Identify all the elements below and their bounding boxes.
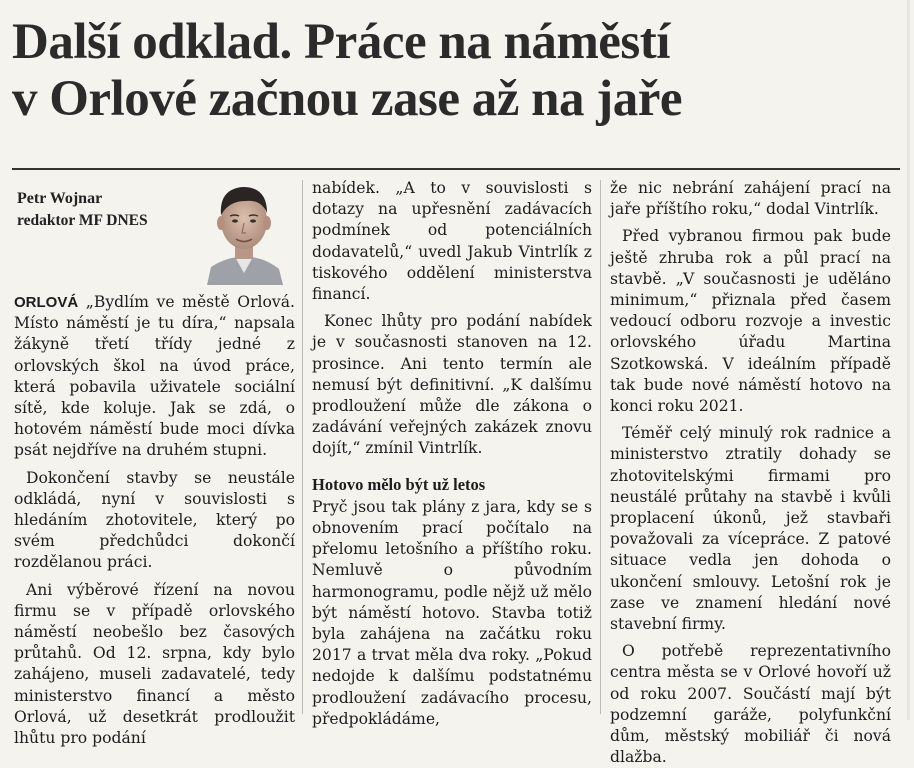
- headline-line-1: Další odklad. Práce na náměstí: [12, 14, 670, 70]
- top-rule: [12, 168, 900, 170]
- headline: [12, 14, 902, 128]
- article-column-2: [312, 178, 592, 730]
- paragraph: Pryč jsou tak plány z jara, kdy se s obnovením prací počítalo na přelomu letošního a příštího roku. Nemluvě o původním harmonogramu, podle nějž už mělo být náměstí hotovo. Stavba totiž byla zahájena na začátku roku 2017 a trvat měla dva roky. „Pokud nedojde k dalšímu podstatnému prodloužení zadávacího procesu, předpokládáme,: [312, 497, 592, 728]
- paragraph: že nic nebrání zahájení prací na jaře příštího roku,“ dodal Vintrlík.: [610, 179, 891, 219]
- paragraph: Téměř celý minulý rok radnice a ministerstvo ztratily dohady se zhotovitelskými firmami pro neustálé průtahy na stavbě i kvůli proplacení úkonů, jež stavbaři považovali za vícepráce. Z patové situace vedla jen dohoda o ukončení smlouvy. Letošní rok je zase ve znamení hledání nové stavební firmy.: [610, 424, 891, 634]
- author-photo: [201, 181, 287, 285]
- paragraph: nabídek. „A to v souvislosti s dotazy na upřesnění zadávacích podmínek od potenciálních dodavatelů,“ uvedl Jakub Vintrlík z tiskového oddělení ministerstva financí.: [312, 179, 592, 304]
- author-name: Petr Wojnar: [17, 190, 103, 207]
- paragraph: Ani výběrové řízení na novou firmu se v případě orlovského náměstí neobešlo bez časových průtahů. Od 12. srpna, kdy bylo zahájeno, museli zadavatelé, tedy ministerstvo financí a město Orlová, už desetkrát prodloužit lhůtu pro podání: [14, 580, 295, 748]
- paragraph: Před vybranou firmou pak bude ještě zhruba rok a půl prací na stavbě. „V současnosti je uděláno minimum,“ přiznala před časem vedoucí odboru rozvoje a investic orlovského úřadu Martina Szotkowská. V ideálním případě tak bude nové náměstí hotovo na konci roku 2021.: [610, 227, 891, 416]
- author-role: redaktor MF DNES: [17, 212, 148, 229]
- paragraph: O potřebě reprezentativního centra města se v Orlové hovoří už od roku 2007. Součástí mají být podzemní garáže, polyfunkční dům, městský mobiliář či nová dlažba.: [610, 642, 891, 767]
- paragraph-text: „Bydlím ve městě Orlová. Místo náměstí je tu díra,“ napsala žákyně třetí třídy jedné z orlovských škol na úvod práce, která pobavila uživatele sociální sítě, kde koluje. Jak se zdá, o hotovém náměstí bude moci dívka psát nejdříve na druhém stupni.: [14, 293, 295, 460]
- dateline: ORLOVÁ: [14, 294, 79, 311]
- column-separator: [600, 180, 601, 714]
- paragraph: Dokončení stavby se neustále odkládá, nyní v souvislosti s hledáním zhotovitele, který po svém předchůdci dokončí rozdělanou práci.: [14, 468, 295, 572]
- paragraph: [14, 292, 295, 462]
- column-separator: [302, 180, 303, 714]
- subheading: Hotovo mělo být už letos: [312, 474, 486, 494]
- headline-line-2: v Orlové začnou zase až na jaře: [12, 71, 682, 127]
- page-edge: [907, 0, 910, 720]
- paragraph: Konec lhůty pro podání nabídek je v současnosti stanoven na 12. prosince. Ani tento termín ale nemusí být definitivní. „K dalšímu prodloužení může dle zákona o zadávání veřejných zakázek znovu dojít,“ zmínil Vintrlík.: [312, 312, 592, 458]
- article-column-1: [14, 292, 295, 749]
- author-portrait-icon: [201, 181, 287, 285]
- article-column-3: [610, 178, 891, 768]
